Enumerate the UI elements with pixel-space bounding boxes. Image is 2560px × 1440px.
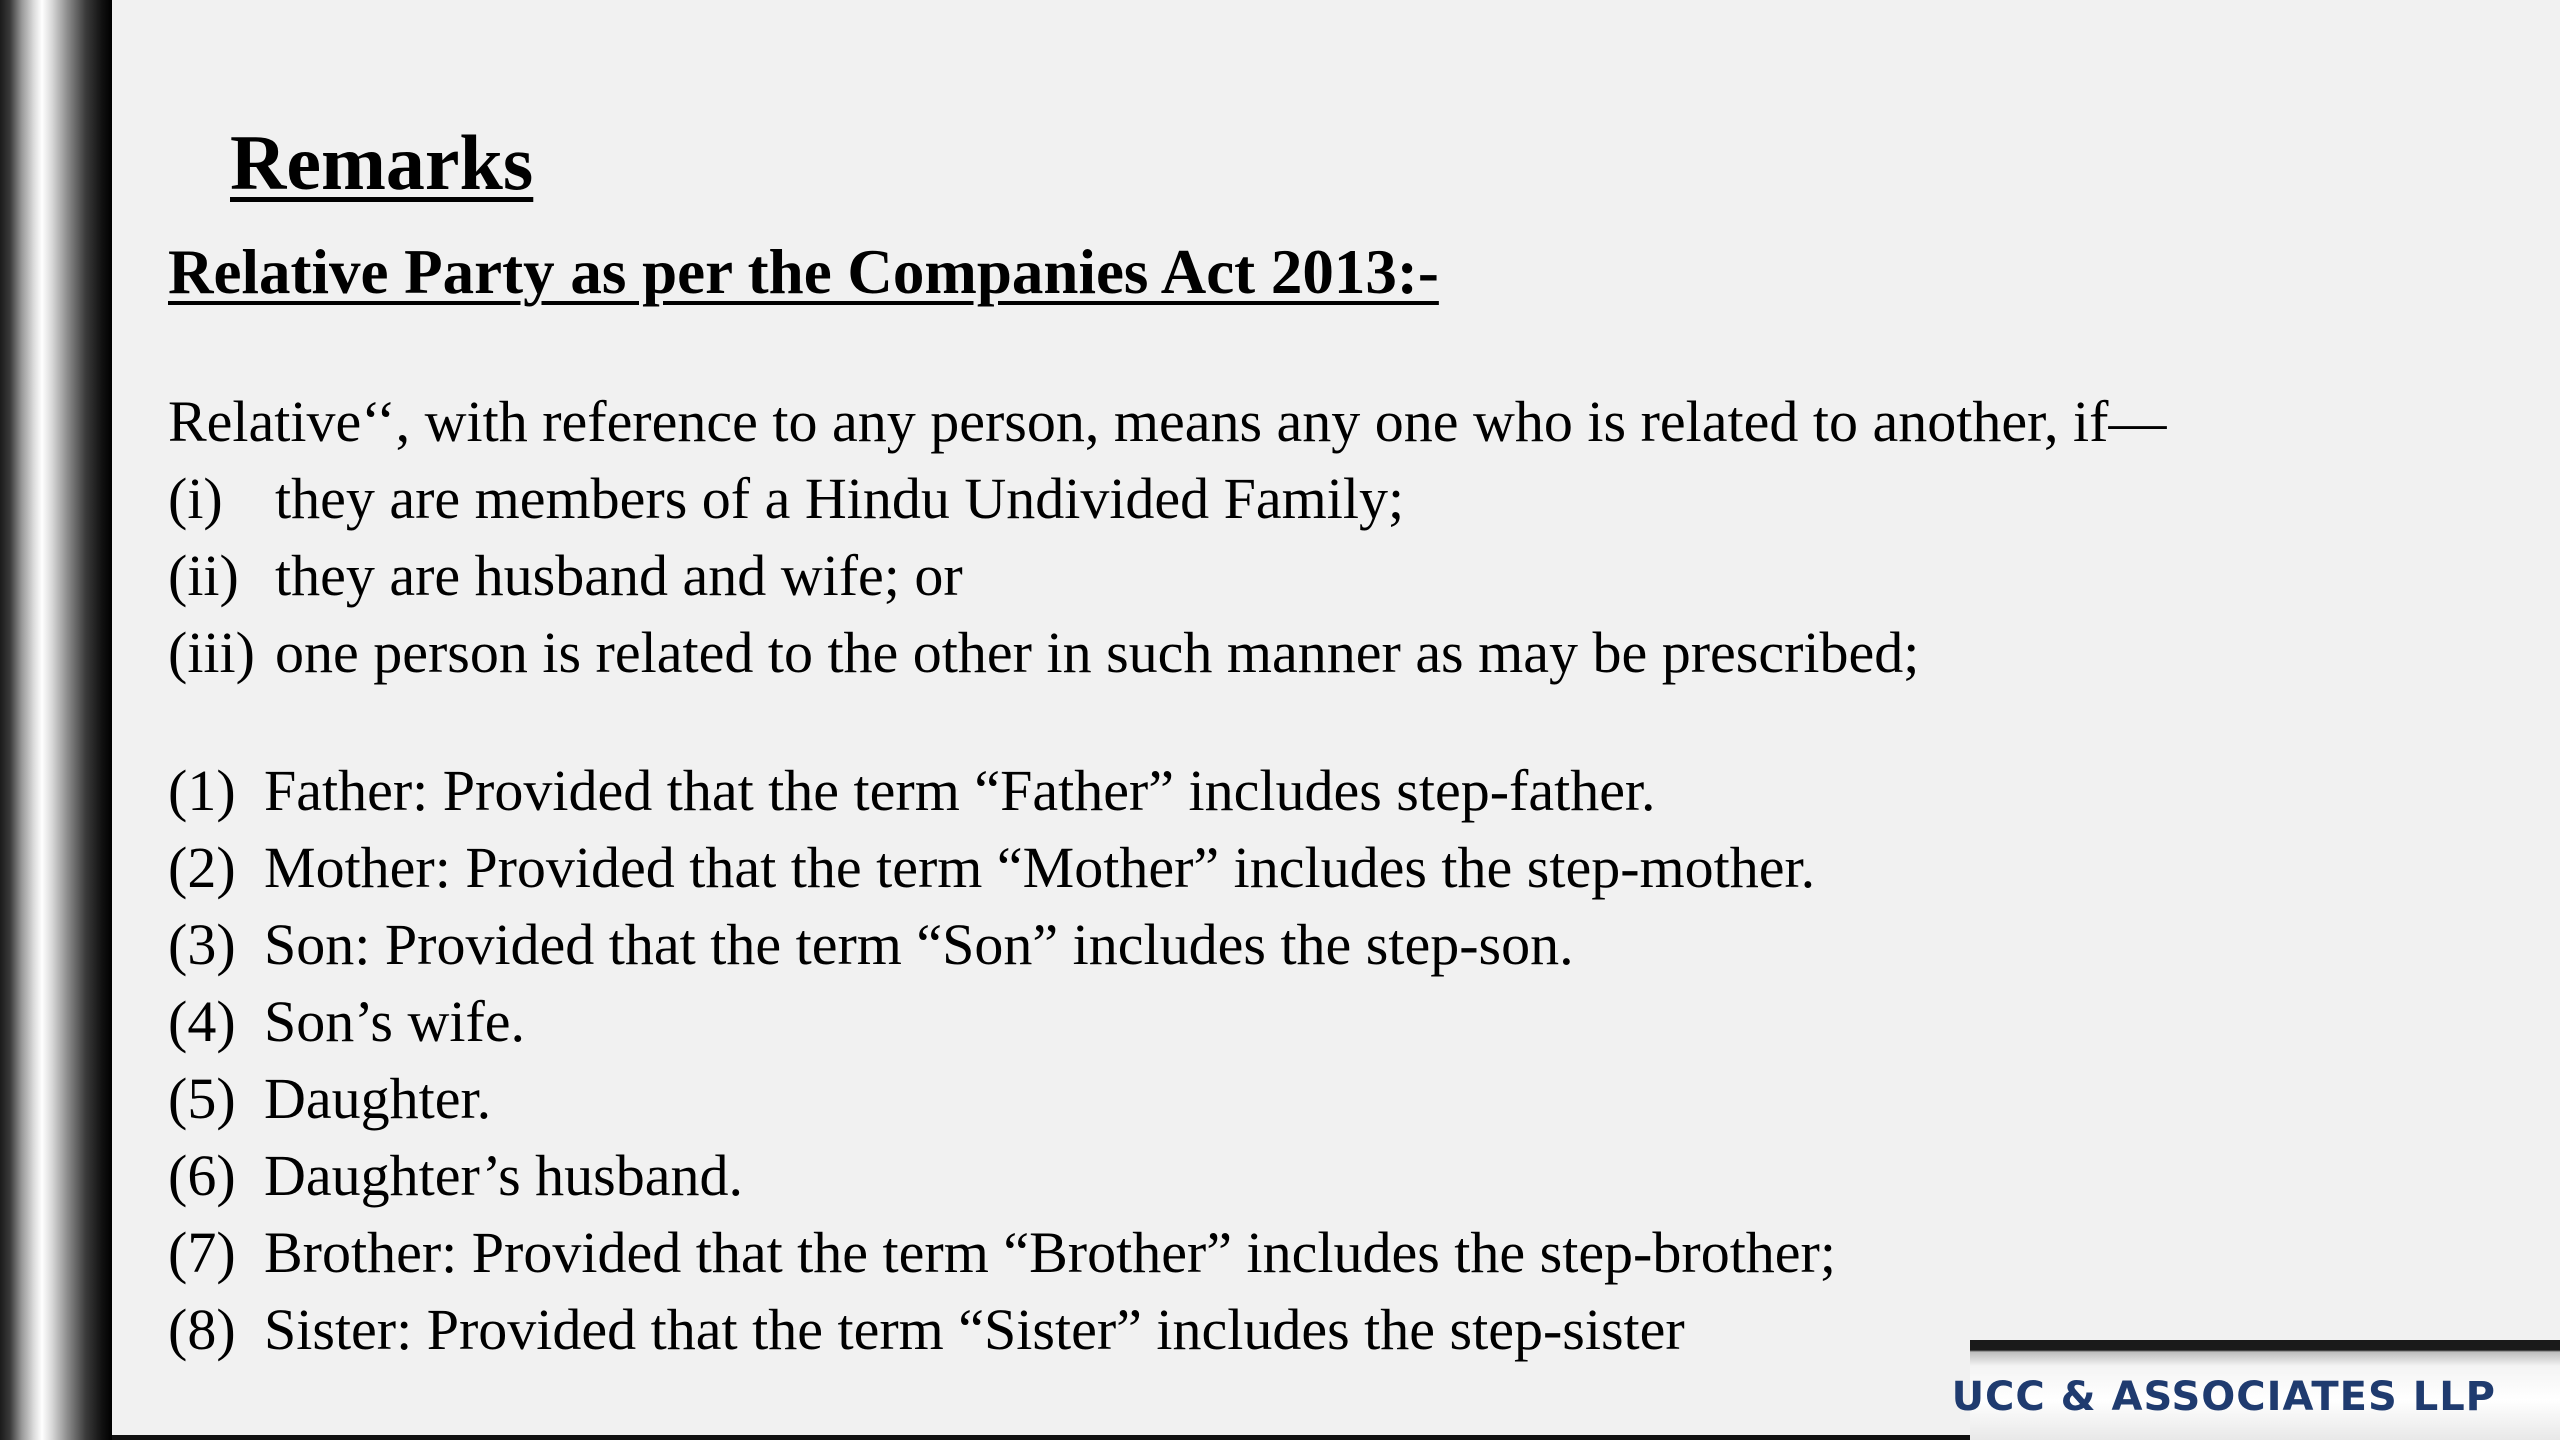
item-number: (1) [168,758,236,823]
item-text: Daughter’s husband. [264,1143,743,1208]
item-number: (iii) [168,620,255,685]
list-item [168,460,1919,537]
item-number: (5) [168,1066,236,1131]
item-number: (4) [168,989,236,1054]
item-number: (2) [168,835,236,900]
item-number: (ii) [168,543,239,608]
item-text: Brother: Provided that the term “Brother” includes the step-brother; [264,1220,1836,1285]
item-text: Daughter. [264,1066,492,1131]
item-number: (7) [168,1220,236,1285]
definition-conditions-list [168,460,1919,691]
item-text: they are members of a Hindu Undivided Family; [275,466,1405,531]
relatives-list [168,752,1836,1368]
list-item [168,752,1836,829]
slide-title: Remarks [230,119,534,206]
item-text: one person is related to the other in such manner as may be prescribed; [275,620,1920,685]
list-item [168,829,1836,906]
list-item [168,1137,1836,1214]
item-text: Son’s wife. [264,989,525,1054]
item-number: (8) [168,1297,236,1362]
list-item [168,1214,1836,1291]
item-text: Father: Provided that the term “Father” includes step-father. [264,758,1656,823]
item-text: Mother: Provided that the term “Mother” includes the step-mother. [264,835,1816,900]
relative-definition-intro: Relative‘‘, with reference to any person, means any one who is related to another, if— [168,389,2167,454]
list-item [168,537,1919,614]
item-text: they are husband and wife; or [275,543,963,608]
item-number: (3) [168,912,236,977]
list-item [168,1291,1836,1368]
item-text: Sister: Provided that the term “Sister” includes the step-sister [264,1297,1685,1362]
list-item [168,906,1836,983]
list-item [168,1060,1836,1137]
item-number: (6) [168,1143,236,1208]
company-name: UCC & ASSOCIATES LLP [1951,1374,2496,1420]
item-number: (i) [168,466,223,531]
slide-subtitle: Relative Party as per the Companies Act 2013:- [168,237,1439,307]
list-item [168,983,1836,1060]
left-decorative-bar [0,0,112,1440]
list-item [168,614,1919,691]
item-text: Son: Provided that the term “Son” includes the step-son. [264,912,1574,977]
